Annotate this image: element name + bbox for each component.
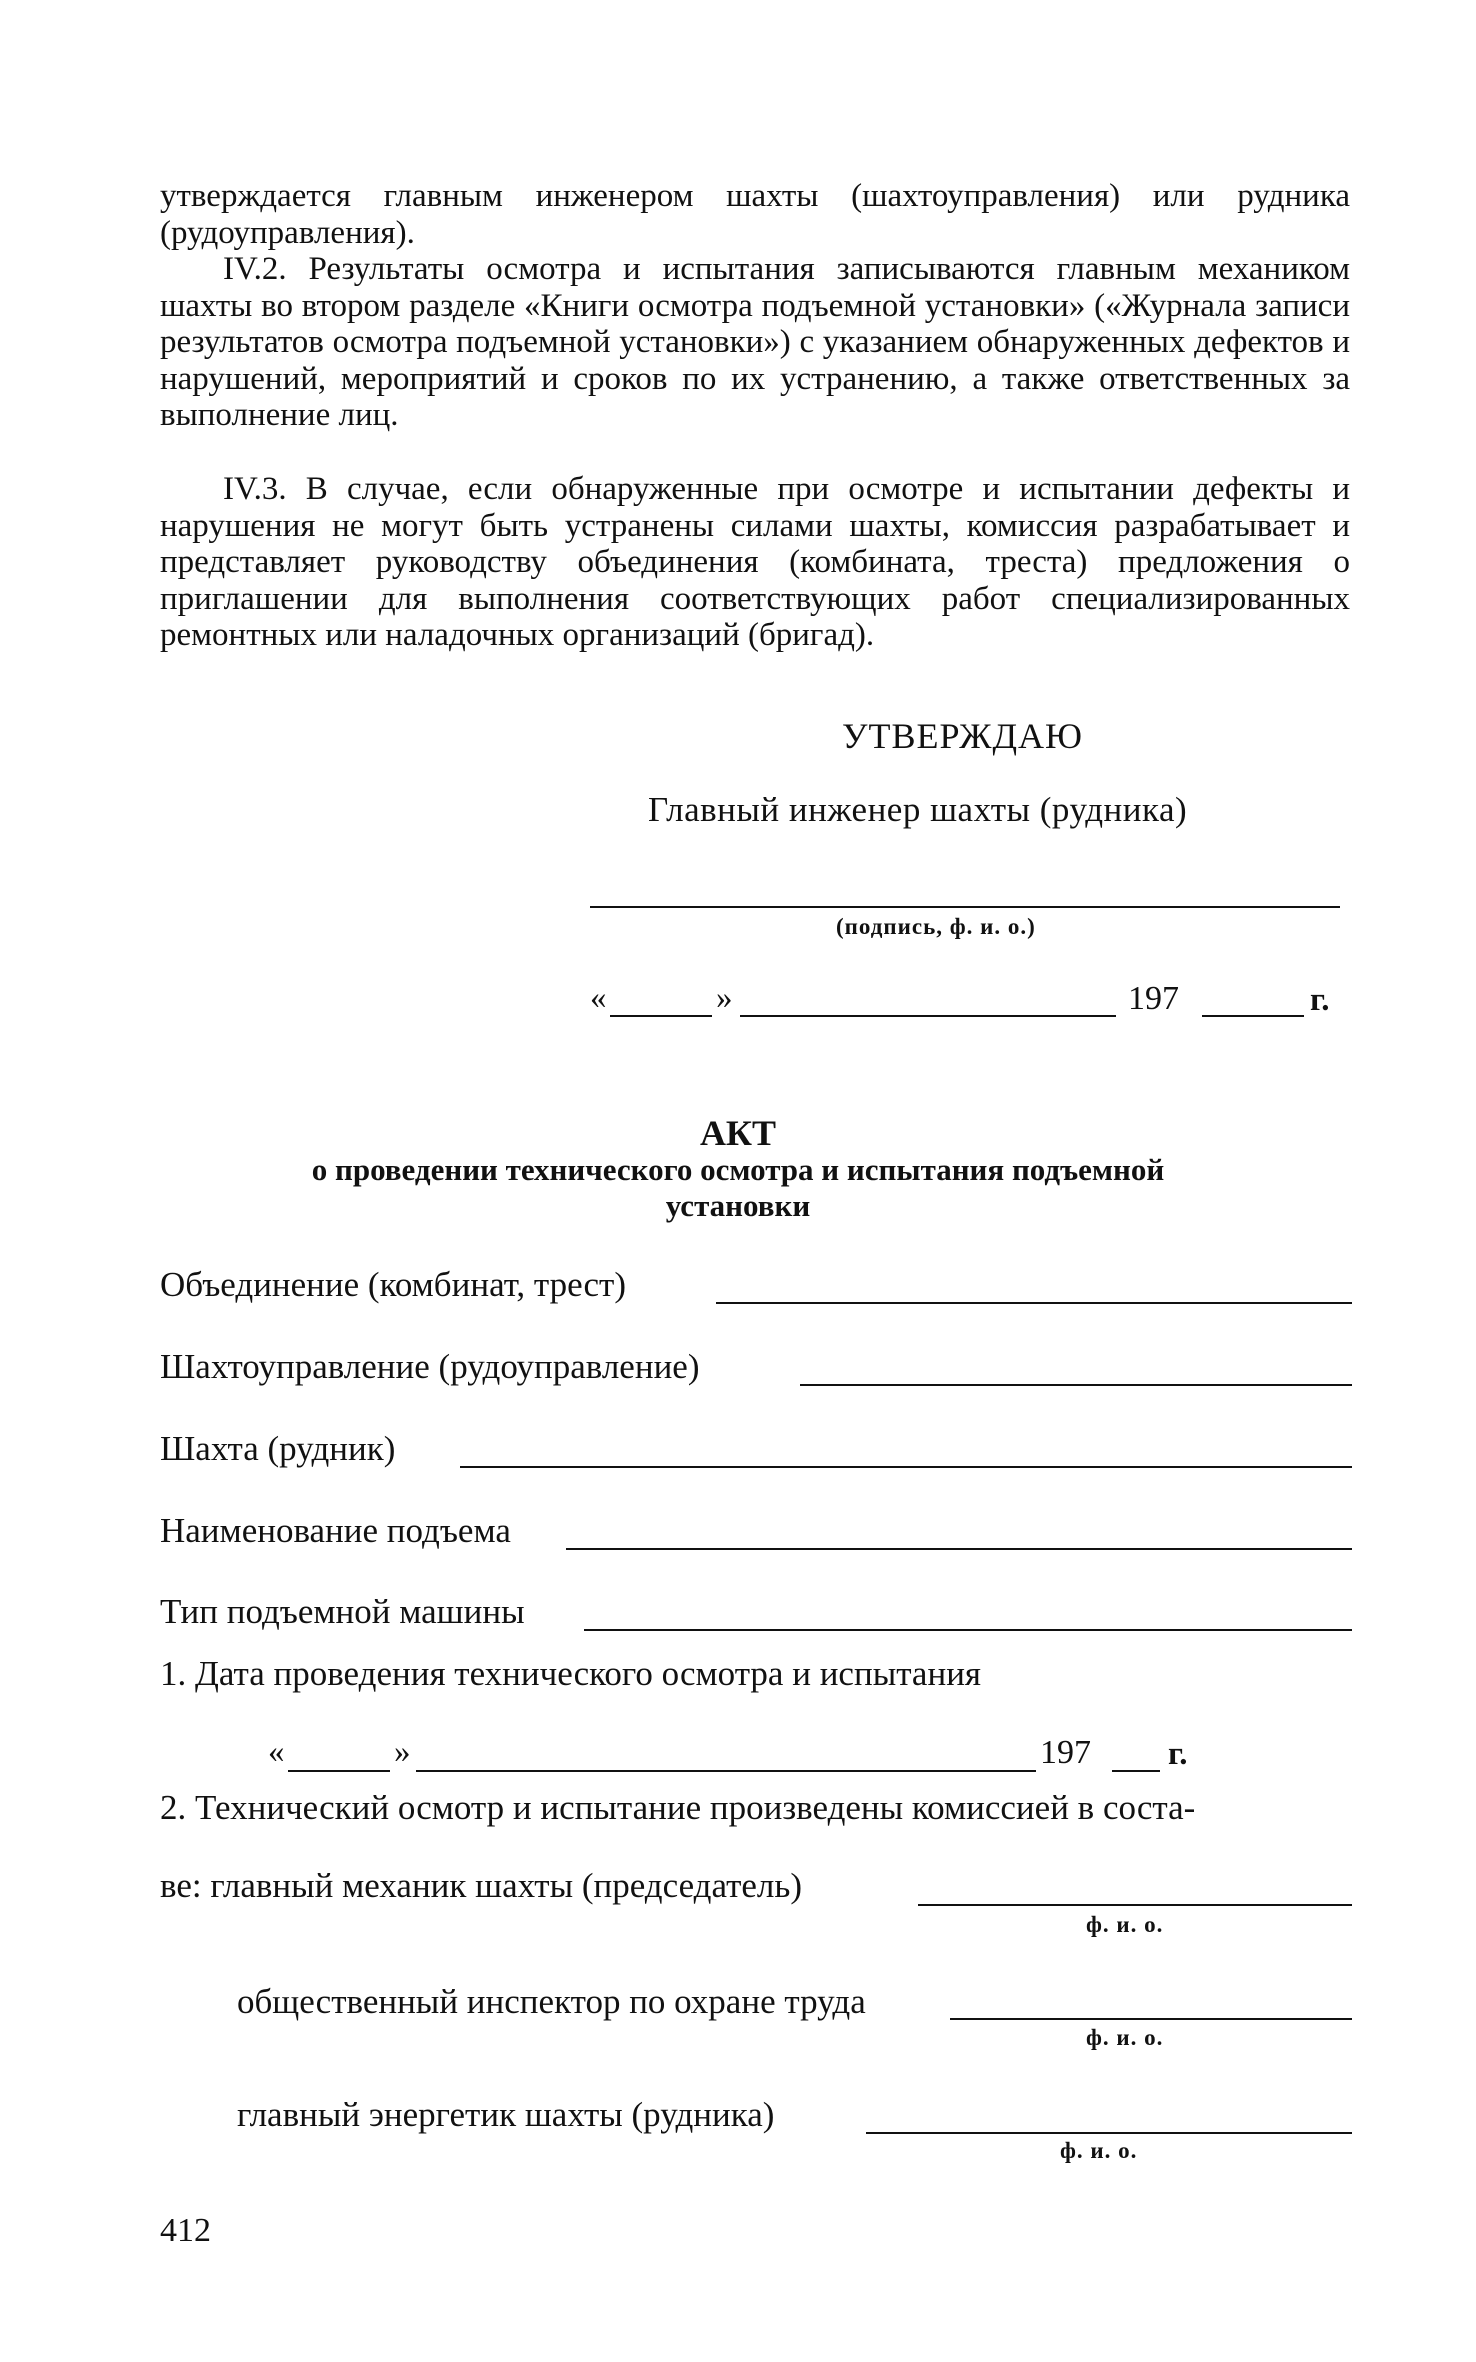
approval-date-suffix: г. — [1310, 982, 1330, 1018]
member-3-caption: ф. и. о. — [1060, 2138, 1138, 2163]
item-1-date-month-line[interactable] — [416, 1770, 1036, 1772]
field-association-label: Объединение (комбинат, трест) — [160, 1265, 626, 1304]
approval-date-open-quote: « — [590, 980, 607, 1016]
member-1-caption: ф. и. о. — [1086, 1912, 1164, 1937]
member-1-line[interactable] — [918, 1904, 1352, 1906]
act-title: АКТ — [699, 1113, 777, 1153]
member-2-caption: ф. и. о. — [1086, 2025, 1164, 2050]
paragraph-iv-1-continuation: утверждается главным инженером шахты (шахтоуправления) или рудника (рудоуправления). — [160, 178, 1350, 251]
item-1-date-day-line[interactable] — [288, 1770, 390, 1772]
item-1-date-close-quote: » — [394, 1734, 411, 1770]
approval-date-year: 197 — [1128, 980, 1179, 1017]
approval-position: Главный инженер шахты (рудника) — [648, 790, 1188, 829]
approval-date-year-line — [1202, 1015, 1304, 1017]
paragraph-iv-2: IV.2. Результаты осмотра и испытания записываются главным механиком шахты во втором разделе «Книги осмотра подъемной установки» («Журнала записи результатов осмотра подъемной установки») с указанием обнаруженных дефектов и нарушений, мероприятий и сроков по их устранению, а также ответственных за выполнение лиц. — [160, 251, 1350, 433]
item-1-label: 1. Дата проведения технического осмотра и испытания — [160, 1654, 982, 1693]
paragraph-iv-3: IV.3. В случае, если обнаруженные при осмотре и испытании дефекты и нарушения не могут быть устранены силами шахты, комиссия разрабатывает и представляет руководству объединения (комбината, треста) предложения о приглашении для выполнения соответствующих работ специализированных ремонтных или наладочных организаций (бригад). — [160, 471, 1350, 653]
field-association-line[interactable] — [716, 1302, 1352, 1304]
field-mine-admin-line[interactable] — [800, 1384, 1352, 1386]
member-2-line[interactable] — [950, 2018, 1352, 2020]
field-mine-line[interactable] — [460, 1466, 1352, 1468]
act-subtitle-line1: о проведении технического осмотра и испытания подъемной — [311, 1152, 1165, 1187]
item-1-date-suffix: г. — [1168, 1736, 1188, 1772]
act-subtitle-line2: установки — [665, 1188, 811, 1223]
page-number: 412 — [160, 2212, 211, 2249]
signature-line — [590, 906, 1340, 908]
field-machine-type-line[interactable] — [584, 1629, 1352, 1631]
approval-date-day-line — [610, 1015, 712, 1017]
field-mine-admin-label: Шахтоуправление (рудоуправление) — [160, 1347, 700, 1386]
approval-date-close-quote: » — [716, 980, 733, 1016]
item-1-date-open-quote: « — [268, 1734, 285, 1770]
item-2-label-line2: ве: главный механик шахты (председатель) — [160, 1866, 802, 1905]
field-mine-label: Шахта (рудник) — [160, 1429, 396, 1468]
member-3-line[interactable] — [866, 2132, 1352, 2134]
member-3-label: главный энергетик шахты (рудника) — [237, 2095, 775, 2134]
approval-title: УТВЕРЖДАЮ — [842, 716, 1084, 756]
field-hoist-name-line[interactable] — [566, 1548, 1352, 1550]
member-2-label: общественный инспектор по охране труда — [237, 1982, 866, 2021]
field-machine-type-label: Тип подъемной машины — [160, 1592, 525, 1631]
item-2-label-line1: 2. Технический осмотр и испытание произведены комиссией в соста- — [160, 1788, 1196, 1827]
item-1-date-year: 197 — [1040, 1734, 1091, 1771]
approval-date-month-line — [740, 1015, 1116, 1017]
signature-caption: (подпись, ф. и. о.) — [836, 914, 1036, 939]
field-hoist-name-label: Наименование подъема — [160, 1511, 511, 1550]
item-1-date-year-line[interactable] — [1112, 1770, 1160, 1772]
